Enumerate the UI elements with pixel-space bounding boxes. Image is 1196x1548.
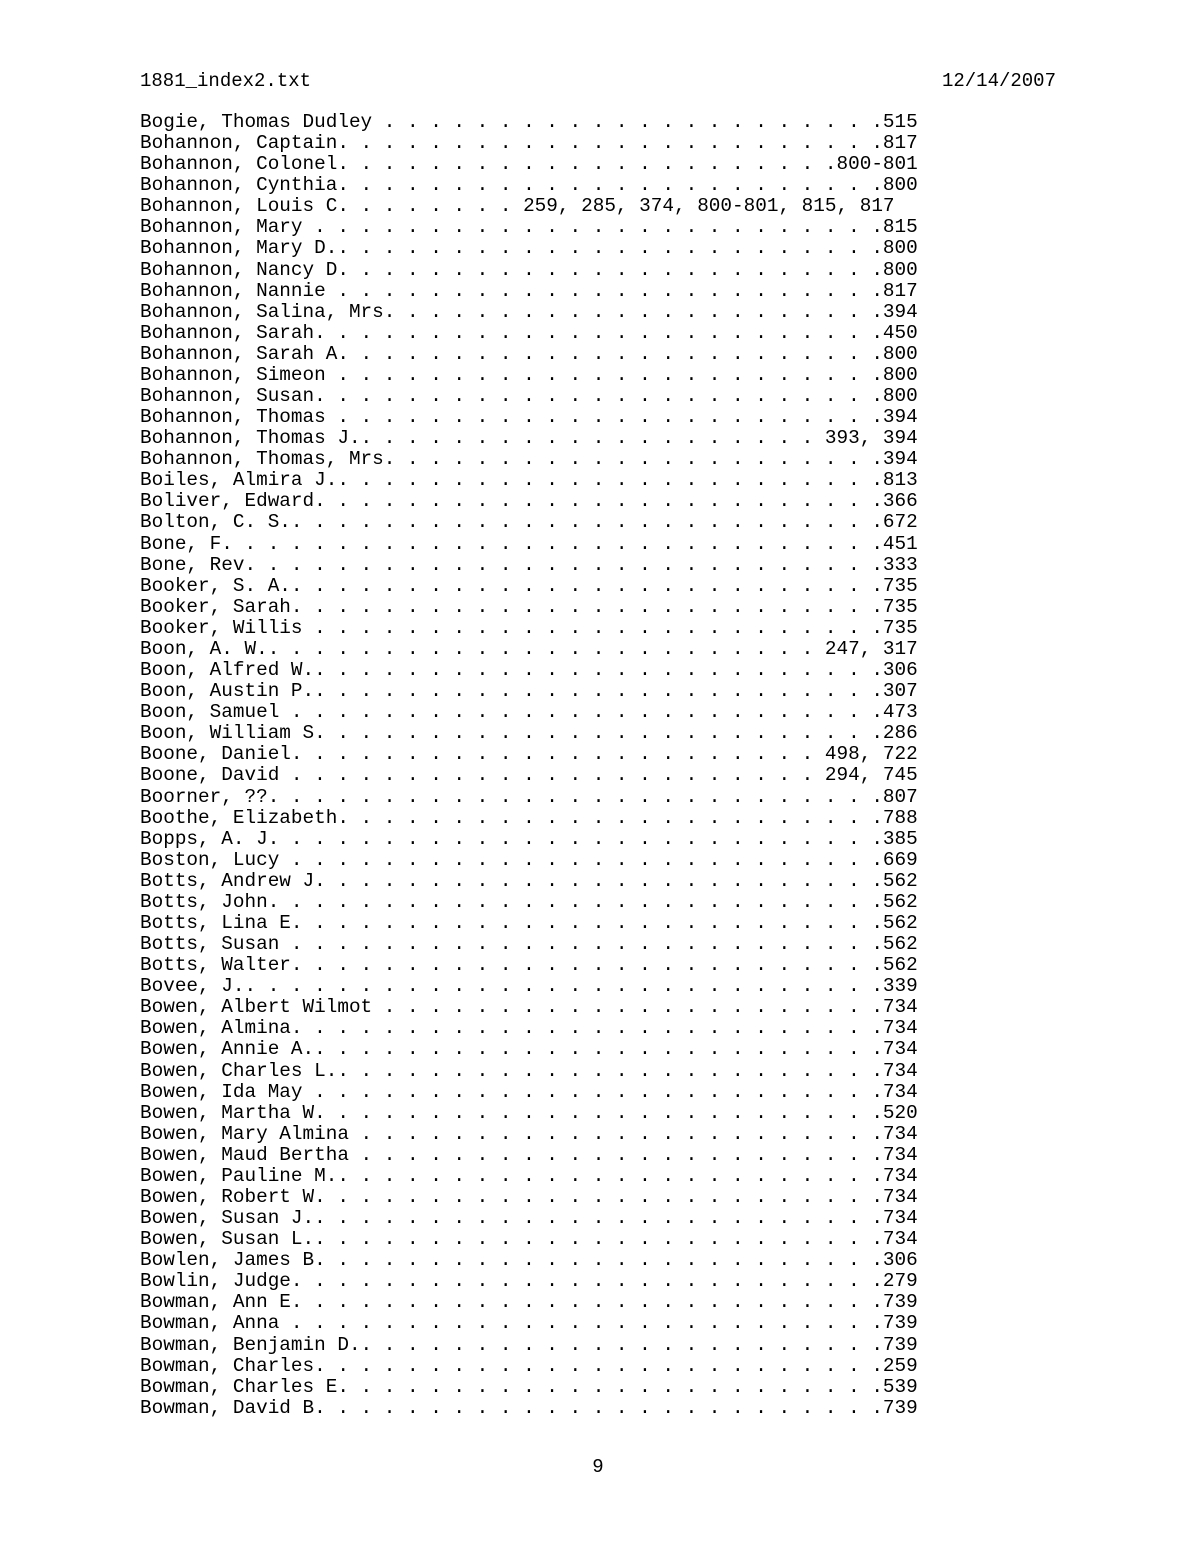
index-entry: Boon, A. W.. . . . . . . . . . . . . . . . . . . . . . . . 247, 317: [140, 637, 918, 660]
index-entry: Bowman, Charles. . . . . . . . . . . . . . . . . . . . . . . . .259: [140, 1354, 918, 1377]
index-entry: Botts, Walter. . . . . . . . . . . . . . . . . . . . . . . . . .562: [140, 954, 918, 977]
index-entry: Bohannon, Nannie . . . . . . . . . . . . . . . . . . . . . . . .817: [140, 279, 918, 302]
index-entry: Bohannon, Nancy D. . . . . . . . . . . . . . . . . . . . . . . .800: [140, 258, 918, 281]
index-entry: Botts, Andrew J. . . . . . . . . . . . . . . . . . . . . . . . .562: [140, 869, 918, 892]
index-entry: Bowen, Martha W. . . . . . . . . . . . . . . . . . . . . . . . .520: [140, 1101, 918, 1124]
index-entry: Bowen, Robert W. . . . . . . . . . . . . . . . . . . . . . . . .734: [140, 1185, 918, 1208]
index-entry: Bohannon, Simeon . . . . . . . . . . . . . . . . . . . . . . . .800: [140, 363, 918, 386]
index-entry: Booker, S. A.. . . . . . . . . . . . . . . . . . . . . . . . . .735: [140, 574, 918, 597]
index-entry: Bowlen, James B. . . . . . . . . . . . . . . . . . . . . . . . .306: [140, 1249, 918, 1272]
index-entry: Bohannon, Salina, Mrs. . . . . . . . . . . . . . . . . . . . . .394: [140, 300, 918, 323]
index-entry: Boon, Samuel . . . . . . . . . . . . . . . . . . . . . . . . . .473: [140, 701, 918, 724]
index-entry: Bohannon, Sarah A. . . . . . . . . . . . . . . . . . . . . . . .800: [140, 342, 918, 365]
index-list: [140, 112, 918, 1419]
index-entry: Bowen, Annie A.. . . . . . . . . . . . . . . . . . . . . . . . .734: [140, 1038, 918, 1061]
index-entry: Bopps, A. J. . . . . . . . . . . . . . . . . . . . . . . . . . .385: [140, 827, 918, 850]
index-entry: Boston, Lucy . . . . . . . . . . . . . . . . . . . . . . . . . .669: [140, 848, 918, 871]
index-entry: Boon, Austin P.. . . . . . . . . . . . . . . . . . . . . . . . .307: [140, 680, 918, 703]
index-entry: Boiles, Almira J.. . . . . . . . . . . . . . . . . . . . . . . .813: [140, 469, 918, 492]
index-entry: Boon, Alfred W.. . . . . . . . . . . . . . . . . . . . . . . . .306: [140, 659, 918, 682]
header-filename: 1881_index2.txt: [140, 70, 312, 92]
index-entry: Bohannon, Thomas J.. . . . . . . . . . . . . . . . . . . . 393, 394: [140, 427, 918, 450]
index-entry: Bowen, Charles L.. . . . . . . . . . . . . . . . . . . . . . . .734: [140, 1059, 918, 1082]
index-entry: Bone, F. . . . . . . . . . . . . . . . . . . . . . . . . . . . .451: [140, 532, 918, 555]
index-entry: Bohannon, Colonel. . . . . . . . . . . . . . . . . . . . . .800-801: [140, 153, 918, 176]
index-entry: Bowen, Mary Almina . . . . . . . . . . . . . . . . . . . . . . .734: [140, 1122, 918, 1145]
index-entry: Boorner, ??. . . . . . . . . . . . . . . . . . . . . . . . . . .807: [140, 785, 918, 808]
index-entry: Bovee, J.. . . . . . . . . . . . . . . . . . . . . . . . . . . .339: [140, 975, 918, 998]
index-entry: Bohannon, Mary D.. . . . . . . . . . . . . . . . . . . . . . . .800: [140, 237, 918, 260]
index-entry: Bohannon, Cynthia. . . . . . . . . . . . . . . . . . . . . . . .800: [140, 174, 918, 197]
index-entry: Bohannon, Louis C. . . . . . . . 259, 285, 374, 800-801, 815, 817: [140, 195, 895, 218]
index-entry: Bowen, Albert Wilmot . . . . . . . . . . . . . . . . . . . . . .734: [140, 996, 918, 1019]
page-header: [140, 70, 1056, 94]
index-entry: Boone, David . . . . . . . . . . . . . . . . . . . . . . . 294, 745: [140, 764, 918, 787]
index-entry: Boliver, Edward. . . . . . . . . . . . . . . . . . . . . . . . .366: [140, 490, 918, 513]
index-entry: Bohannon, Captain. . . . . . . . . . . . . . . . . . . . . . . .817: [140, 132, 918, 155]
header-date: 12/14/2007: [941, 70, 1056, 92]
index-entry: Bowman, Charles E. . . . . . . . . . . . . . . . . . . . . . . .539: [140, 1375, 918, 1398]
index-entry: Boon, William S. . . . . . . . . . . . . . . . . . . . . . . . .286: [140, 722, 918, 745]
index-entry: Bowen, Almina. . . . . . . . . . . . . . . . . . . . . . . . . .734: [140, 1017, 918, 1040]
index-entry: Bohannon, Thomas . . . . . . . . . . . . . . . . . . . . . . . .394: [140, 406, 918, 429]
index-entry: Botts, Susan . . . . . . . . . . . . . . . . . . . . . . . . . .562: [140, 933, 918, 956]
index-entry: Bowen, Ida May . . . . . . . . . . . . . . . . . . . . . . . . .734: [140, 1080, 918, 1103]
index-entry: Booker, Willis . . . . . . . . . . . . . . . . . . . . . . . . .735: [140, 616, 918, 639]
index-entry: Bowen, Pauline M.. . . . . . . . . . . . . . . . . . . . . . . .734: [140, 1164, 918, 1187]
index-entry: Bolton, C. S.. . . . . . . . . . . . . . . . . . . . . . . . . .672: [140, 511, 918, 534]
index-entry: Botts, John. . . . . . . . . . . . . . . . . . . . . . . . . . .562: [140, 890, 918, 913]
index-entry: Bogie, Thomas Dudley . . . . . . . . . . . . . . . . . . . . . .515: [140, 111, 918, 133]
index-entry: Bowman, Benjamin D.. . . . . . . . . . . . . . . . . . . . . . .739: [140, 1333, 918, 1356]
index-entry: Bowman, Anna . . . . . . . . . . . . . . . . . . . . . . . . . .739: [140, 1312, 918, 1335]
index-entry: Booker, Sarah. . . . . . . . . . . . . . . . . . . . . . . . . .735: [140, 595, 918, 618]
index-entry: Bowlin, Judge. . . . . . . . . . . . . . . . . . . . . . . . . .279: [140, 1270, 918, 1293]
index-entry: Bowman, David B. . . . . . . . . . . . . . . . . . . . . . . . .739: [140, 1396, 918, 1419]
index-entry: Boothe, Elizabeth. . . . . . . . . . . . . . . . . . . . . . . .788: [140, 806, 918, 829]
index-entry: Bohannon, Susan. . . . . . . . . . . . . . . . . . . . . . . . .800: [140, 385, 918, 408]
index-entry: Boone, Daniel. . . . . . . . . . . . . . . . . . . . . . . 498, 722: [140, 743, 918, 766]
index-entry: Bowen, Susan L.. . . . . . . . . . . . . . . . . . . . . . . . .734: [140, 1228, 918, 1251]
page-number: 9: [592, 1456, 604, 1478]
index-entry: Bohannon, Sarah. . . . . . . . . . . . . . . . . . . . . . . . .450: [140, 321, 918, 344]
index-entry: Bowen, Susan J.. . . . . . . . . . . . . . . . . . . . . . . . .734: [140, 1207, 918, 1230]
index-entry: Bone, Rev. . . . . . . . . . . . . . . . . . . . . . . . . . . .333: [140, 553, 918, 576]
index-entry: Botts, Lina E. . . . . . . . . . . . . . . . . . . . . . . . . .562: [140, 911, 918, 934]
index-entry: Bowen, Maud Bertha . . . . . . . . . . . . . . . . . . . . . . .734: [140, 1143, 918, 1166]
index-entry: Bohannon, Thomas, Mrs. . . . . . . . . . . . . . . . . . . . . .394: [140, 448, 918, 471]
index-entry: Bowman, Ann E. . . . . . . . . . . . . . . . . . . . . . . . . .739: [140, 1291, 918, 1314]
index-entry: Bohannon, Mary . . . . . . . . . . . . . . . . . . . . . . . . .815: [140, 216, 918, 239]
